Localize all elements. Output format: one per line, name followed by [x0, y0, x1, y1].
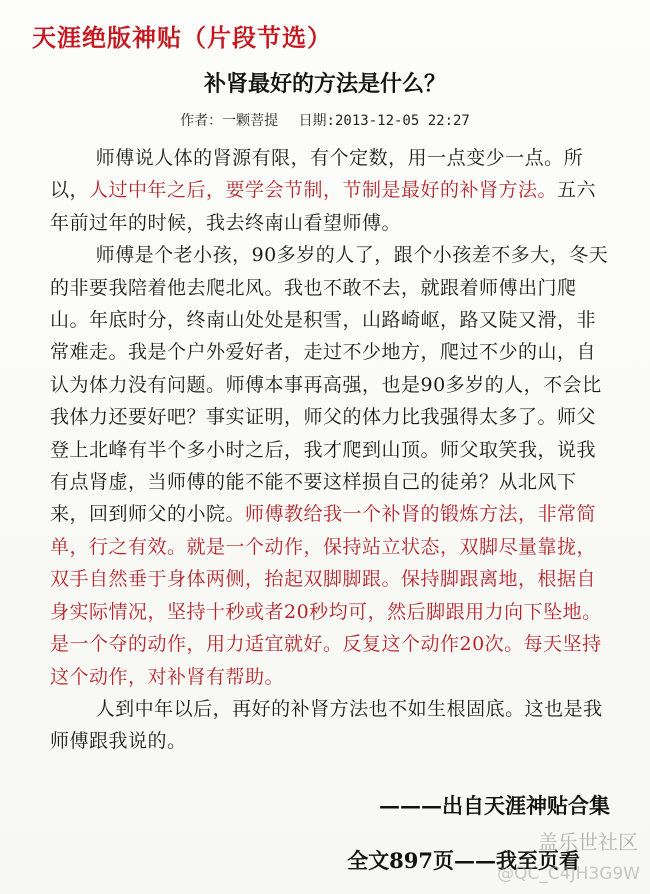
watermark-community: 盖乐世社区 — [538, 830, 638, 854]
highlighted-text: 师傅教给我一个补肾的锻炼方法，非常简单，行之有效。就是一个动作，保持站立状态，双脚尽量靠拢，双手自然垂于身体两侧，抬起双脚脚跟。保持脚跟离地，根据自身实际情况，坚持十秒或者20秒均可，然后脚跟用力向下坠地。是一个夺的动作，用力适宜就好。反复这个动作20次。每天坚持这个动作，对补肾有帮助。 — [50, 503, 602, 688]
paragraph-text: 师傅是个老小孩，90多岁的人了，跟个小孩差不多大，冬天的非要我陪着他去爬北风。我也不敢不去，就跟着师傅出门爬山。年底时分，终南山处处是积雪，山路崎岖，路又陡又滑，非常难走。我是个户外爱好者，走过不少地方，爬过不少的山，自认为体力没有问题。师傅本事再高强，也是90多岁的人，不会比我体力还要好吧？事实证明，师父的体力比我强得太多了。师父登上北峰有半个多小时之后，我才爬到山顶。师父取笑我，说我有点肾虚，当师傅的能不能不要这样损自己的徒弟？从北风下来，回到师父的小院。 — [50, 244, 609, 526]
paragraph-text: 五六年前过年的时候，我去终南山看望师傅。 — [50, 179, 597, 234]
article-title: 补肾最好的方法是什么？ — [203, 71, 446, 97]
paragraph-text: 人到中年以后，再好的补肾方法也不如生根固底。这也是我师傅跟我说的。 — [50, 697, 603, 753]
signoff-pages: 全文897页——我至页看 — [347, 848, 580, 873]
signoff-source: ———出自天涯神贴合集 — [379, 793, 610, 818]
article-body — [50, 142, 610, 758]
paragraph-text: 师傅说人体的肾源有限，有个定数，用一点变少一点。所以， — [50, 147, 584, 202]
highlighted-text: 人过中年之后，要学会节制，节制是最好的补肾方法。 — [89, 179, 558, 202]
paragraph-1 — [50, 142, 610, 239]
date-label: 日期:2013-12-05 22:27 — [298, 113, 470, 129]
article-meta — [0, 110, 650, 130]
watermark-handle: @QC_C4JH3G9W — [497, 864, 640, 884]
author-label: 作者：一颗菩提 — [180, 113, 279, 129]
paragraph-2 — [50, 239, 610, 693]
source-title: 天涯绝版神贴（片段节选） — [32, 23, 332, 52]
paragraph-3 — [50, 693, 610, 758]
